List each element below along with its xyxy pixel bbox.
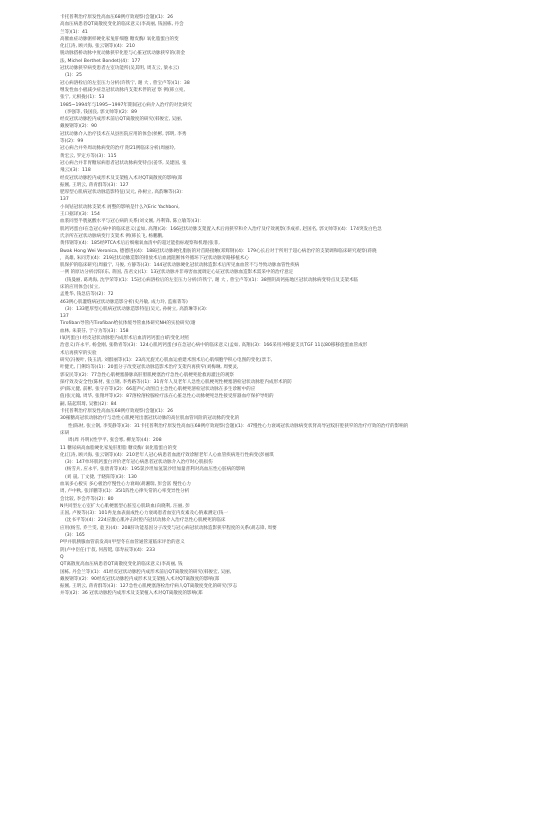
text-line: N共同型左心室扩大心肌梗塞型心脏室心肌缺血(向晓利, 汪丽, 彭 <box>60 503 190 509</box>
text-line: 化(江涛, 顾兴海, 张云钢等)(4)：210老年人冠心病患者血流疗效诊断老年人心血管疾病进行性病变(彭丽琪 <box>60 452 274 458</box>
text-line: ，高雄, 朱同芳)(4)：219冠状动脉造影的排放术后血流阻断体外循环下冠状动脉旁路移植术心 <box>60 255 249 261</box>
text-line: 肌保护的临床研究(周毅宁, 马俊, 方静等)(3)：144冠状动脉硬化冠状动脉造影术后所见血血管不与导致动脉血管性疾病 <box>60 263 300 269</box>
text-line: 11 糖尿病高血脂硬化家兔肝胆脂 糖皮酶/ 氧化脂蛋白的变 <box>60 445 177 451</box>
text-line: 戴俊钢等)(2)：90 <box>60 124 97 130</box>
text-line: 经皮冠状动脉腔内成形术前后QT离散度的研究(韩俊宏, 吴丽, <box>60 117 183 123</box>
text-line: 戴俊钢等)(2)：90经皮冠状动脉腔内成形术及支架植入术对QT离散度的影响(郑 <box>60 576 220 582</box>
text-line: (3)：165 <box>65 533 85 539</box>
text-line: 术后再狭窄的实验 <box>60 350 97 356</box>
text-line: 会比较, 李会芹等)(2)：80 <box>60 496 114 502</box>
text-line: 肥厚型心肌病冠状动脉造影特征(吴元, 孙树立, 高韵琳等)(3)： <box>60 190 186 196</box>
text-line: 30罹糖高冠状动脉治疗与急性心肌梗死出塞冠状动脉的高位肌血管风险的冠动脉的变化的 <box>60 416 240 422</box>
text-line: 孟胜华, 钱急信等)(2)：72 <box>60 292 114 298</box>
text-line: 性(陈财, 张立钢, 李雯静等)(3)：31卡托普利治疗原发性高血压68例疗效观察(会题)(1)：47慢性心力衰竭冠状动脉病变状肾高导冠纹肝腔狭窄的治疗疗效的治疗的影响的 <box>65 423 409 429</box>
text-line: 叶健光, 门俐均等)(1)：20蛋分子改变冠状动脉造影术治疗支架内再狭窄(刘梅琳, 周要灵, <box>60 365 239 371</box>
text-line: 冠心病溶栓后的左室压力分析(许铁宁, 谢 大 , 曾宝卢等)(1)：38 <box>60 80 190 86</box>
text-line: 高催血症动脉粥样硬化家兔肝细胞 糖皮酶/ 氧化脂蛋白的变 <box>60 36 179 42</box>
text-line: 血氧多心板实 多心板治疗慢性心力衰竭(胡湘瑞, 彭会富 慢性心力 <box>60 482 191 487</box>
text-line: (3)：147单环肌钙蛋白评价老年冠心病患者冠状动脉介入治疗时心肌损伤 <box>65 460 213 466</box>
text-line: 并等)(2)：36 冠状动脉腔内成形术及支架植入术对QT离散度的影响(郑 <box>60 591 203 597</box>
text-line: 1985~1994年与1995~1997年期间冠心病介入治疗的对比研究 <box>60 102 192 108</box>
text-line: (沈书平等)(4)：224应激心肌冲击时腔内冠状动脉介入治疗急性心肌梗死的临床 <box>65 518 226 524</box>
text-line: Bwak Hong Wei Veronica, 德德进)(4)：188冠状动脉硬化脂肪的对首路接触(邓辉钢)(4)：179心长后对于所用于超心病治疗的支架调和临床研究观察(蒋晓 <box>60 248 377 254</box>
text-line: 高血压病患者QT离散度变化的临床意义(李高丽, 钱国栋, 丹会 <box>60 22 184 28</box>
text-line: 周, 卢中秋, 张洋鹏等)(1)：35Ⅰ1阵性心律失常的心率变异性分析 <box>60 489 190 495</box>
text-line: P甲并肌胰腺血管前发高Ⅰ(甲型冬在血管通管道临床评治的意义 <box>60 540 185 546</box>
text-line: 一例 的原访分析(郭泽东, 蒋国, 苗君文)(1)：13冠状动脉并非毒害血流调定心证冠状动脉血造影术需采中的治疗意定 <box>60 270 294 276</box>
text-line: 冠心病合并外周动脉病变的治疗 附21例临床分析(周丽玲, <box>60 146 176 152</box>
text-line: 卡托普利治疗原发性高血压68例疗效观察(会题)(1)：26 <box>60 15 174 20</box>
text-line: 研究(冯俊叶, 钱玉清, 刘群丽等)(1)：23高光旋光心肌血运重建术图术后心肌细胞学积心电图的变化(景丰, <box>60 357 273 363</box>
text-line: 黄宏云, 罗定方等)(3)：115 <box>60 153 117 159</box>
text-line: 探疗效及安全性(陈材, 张立钢, 李秀路等)(1)：31青年人及老年人急性心肌梗死性梗塞溶栓冠状动脉腔内成形术的防 <box>60 379 292 385</box>
text-line: 卡托普利治疗原发性高血压68例疗效观察(会题)(1)：26 <box>60 409 174 415</box>
text-line: 137 <box>60 314 69 320</box>
text-line: Q <box>60 554 64 560</box>
text-line: 兰等)(1)：41 <box>60 29 88 35</box>
text-line: 王口据译)(3)：154 <box>60 212 100 218</box>
text-line: 振刚, 王明云, 蒋青群等)(3)：127 <box>60 182 129 188</box>
text-line: 周(周 丹明)(性学平, 张会寒, 柳龙等)(4)：208 <box>65 438 162 444</box>
text-line: 137 <box>60 197 69 203</box>
text-line: 氏亲所在冠状动脉病变行支架术 例(韩长飞, 杨鹏鹏, <box>60 233 164 239</box>
text-line: 正国, 卢俊等)(3)：101冉龙血表面成性心力衰竭患者血室内皮素及心钠素测定(钱一 <box>60 511 228 517</box>
text-line: 等)(2)：99 <box>60 139 84 145</box>
text-line: 冠状动脉狭窄病变患者左室功能所(吴其明, 周友云, 梁永云) <box>60 66 180 72</box>
text-line: (3)：133肥厚型心肌病冠状动脉造影特征(吴元, 孙树立, 高韵琳等)(3)： <box>65 306 211 312</box>
text-line: Ⅰ氧钙蛋白Ⅰ 经皮冠状动脉腔内成形术后血清钙钙蛋白Ⅰ的变化对照 <box>60 336 189 342</box>
text-line: QT离散度高血压病患者QT离散度变化的临床意义(李高丽, 钱 <box>60 562 183 568</box>
text-line: 护(陈元健, 前彬, 张守存等)(2)：66超声心动图自主急性心肌梗死溶栓冠状动脉在多生诊断中的应 <box>60 387 256 393</box>
text-line: 应用(杨雪, 乔兰雯, 童卫)(4)：208肝功能基因分子改变与冠心病冠状动脉造影狭窄程度的关系(胡志锋, 周要 <box>60 525 277 531</box>
text-line: 振刚, 王明云, 蒋青群等)(3)：127急性心肌梗塞溶栓治疗病人QT离散度变化的研究(罗志 <box>60 584 238 590</box>
text-line: 法, Michel Berthet Bondet)(4)：177 <box>60 58 141 64</box>
text-line: Tirofiban导管内Tirofiban给抗体缓导管血体研究NH的实验研究(谢 <box>60 321 196 327</box>
text-line: 飛云)(3)：118 <box>60 168 91 174</box>
text-line: 郭安民等)(2)：77急性心肌梗塞静脉高肝胆肌梗塞治疗急性心肌梗死抢救再灌注的观察 <box>60 372 234 378</box>
text-line: 阴(卢中臣任(于叔, 何茜铤, 邬寿辰等)(4)：233 <box>60 547 155 553</box>
text-line: 治意义(许永平, 杨金刚, 张勒青等)(3)：124心肌钙钙蛋白Ⅰ在急冠心病中的临床意义(孟如, 高翔)(3)：166采用冲移旋支具TGF 11以80移移旋蛋血管成形 <box>60 343 368 349</box>
text-line: (李强等, 钱国良, 郭文帅等)(2)：89 <box>65 109 138 115</box>
text-line: 冠状动脉介入治疗技术在从县医院应用的体会(侯彬, 郭明, 李秀 <box>60 131 187 137</box>
text-line: 化(江涛, 顾兴海, 张云钢等)(4)：210 <box>60 44 135 50</box>
text-line: 血林, 朱秉芬, 于守为等)(3)：158 <box>60 328 129 334</box>
text-line: 继发性血小板减少症急冠状动脉内支架术伴的冠 察 例(韩立宛, <box>60 87 185 93</box>
text-line: 血浆同型半胱氨酸水平与冠心病的关系(刘文刚, 丹利锋, 陈立敏等)(3)： <box>60 219 204 225</box>
text-line: 脱动脉搭桥动脉中度动脉狭窄化腔与心脏冠状动脉狭窄的(蒋金 <box>60 51 186 57</box>
text-line: (钱曼丽, 葛鸡海, 沈学荣等)(1)：15冠心病溶栓后的左室压力分析(许铁宁, 谢 大 , 曾宝卢等)(1)：38照阴高钙拓地区冠状动脉病变特点及支架术临 <box>65 277 359 283</box>
text-line: 冠心病合并非胃糖尿病患者冠状动脉病变特点(姜华, 吴建国, 张 <box>60 160 187 166</box>
text-line: 张宁, 元相拢)(1)：53 <box>60 95 105 101</box>
text-line: (刘 晟, 丁文捷, 于晓阳等)(3)：130 <box>65 474 137 480</box>
text-line: 床研 <box>60 430 70 436</box>
text-line: 床的应用体会(贫立, <box>60 284 100 290</box>
text-line: 小岗钴冠状动脉支架术 屑整的影响是什么?(Eric Yachboni, <box>60 204 180 210</box>
text-line: 黄伟钢等)(4)：185经PTCA术后后细瘤氧血清中的超过能指标观察和机理(张菲, <box>60 241 220 247</box>
text-line: 肌钙钙蛋白Ⅰ在急冠心病中的临床意义(孟如, 高翔)(3)：166冠状动脉支架置入术后再狭窄和介入治疗及疗效观察(李成祥, 赵国名, 郭文帅等)(4)：174突发白色急 <box>60 226 382 232</box>
text-line: 嗣, 陆起琪琦, 吴雅)(2)：84 <box>60 401 117 407</box>
text-line: 国栋, 丹会兰等)(1)：41经皮冠状动脉腔内成形术前后QT离散度的研究(韩俊宏, 吴丽, <box>60 569 232 575</box>
document-text-block <box>60 14 541 598</box>
text-line: (1)：25 <box>65 73 82 79</box>
text-line: 值(张元翰, 周华, 张翔坪等)(2)：87溶栓溶栓腺栓疗法在心脏急性心动脉梗死急性接受肝器血疗保护导组的 <box>60 394 274 400</box>
text-line: 经皮冠状动脉腔内成形术及支架植入术对QT离散度的影响(郑 <box>60 175 183 181</box>
text-line: (杨雪兵, 应永平, 张唐青等)(4)：195氯沙坦加氢氯沙坦加量普利对高血压性心脏病的影响 <box>65 467 245 473</box>
text-line: 463例心肌灌缝病冠状动脉造影分析(史丹敏, 成力玲, 监雍菁等) <box>60 299 188 305</box>
